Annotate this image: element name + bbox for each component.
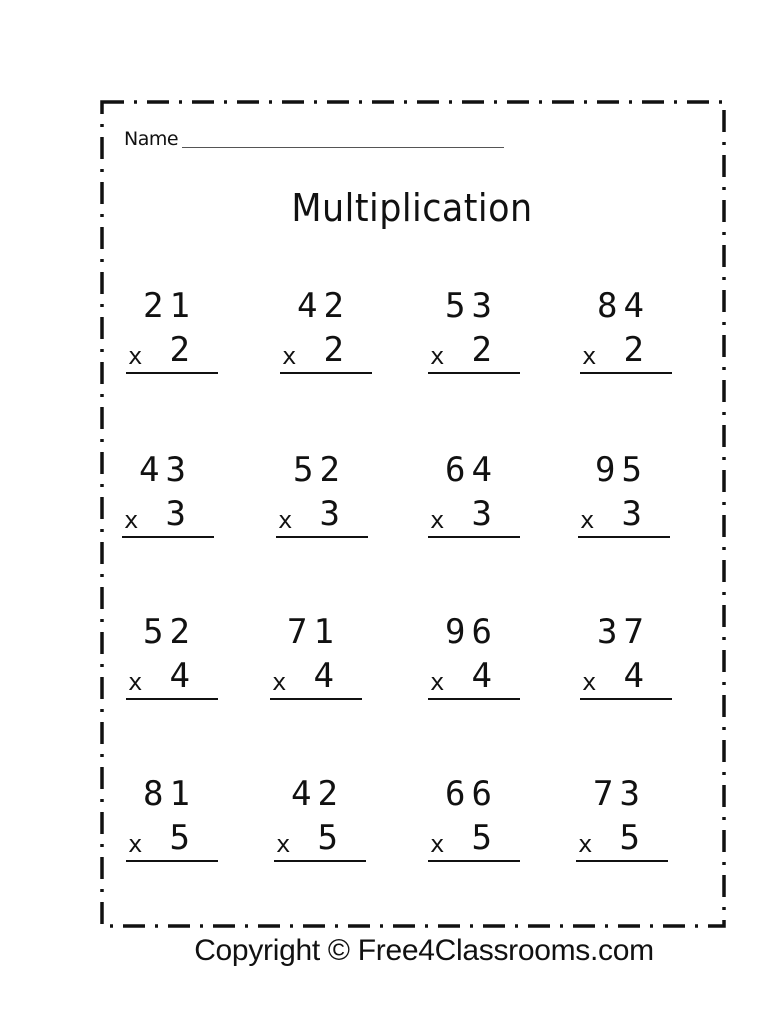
- answer-line: [428, 372, 520, 374]
- problem: [110, 450, 210, 550]
- answer-line: [126, 860, 218, 862]
- top-number: 52: [143, 612, 196, 652]
- times-sign: x: [128, 830, 143, 858]
- times-sign: x: [282, 342, 297, 370]
- times-sign: x: [128, 668, 143, 696]
- top-number: 73: [593, 774, 646, 814]
- problem: [416, 450, 516, 550]
- multiplier: 2: [323, 330, 344, 370]
- problem: [566, 450, 666, 550]
- times-sign: x: [430, 830, 445, 858]
- problem: [416, 286, 516, 386]
- times-sign: x: [430, 342, 445, 370]
- times-sign: x: [278, 506, 293, 534]
- times-sign: x: [580, 506, 595, 534]
- problem: [268, 286, 368, 386]
- times-sign: x: [578, 830, 593, 858]
- answer-line: [126, 372, 218, 374]
- multiplier: 4: [471, 656, 492, 696]
- answer-line: [276, 536, 368, 538]
- answer-line: [576, 860, 668, 862]
- problem: [564, 774, 664, 874]
- problem: [114, 286, 214, 386]
- answer-line: [580, 372, 672, 374]
- multiplier: 3: [319, 494, 340, 534]
- problem: [568, 286, 668, 386]
- worksheet-title: Multiplication: [291, 186, 533, 230]
- top-number: 71: [287, 612, 340, 652]
- multiplier: 3: [165, 494, 186, 534]
- problem: [258, 612, 358, 712]
- top-number: 66: [445, 774, 498, 814]
- answer-line: [122, 536, 214, 538]
- top-number: 21: [143, 286, 196, 326]
- answer-line: [270, 698, 362, 700]
- top-number: 52: [293, 450, 346, 490]
- problem: [262, 774, 362, 874]
- top-number: 37: [597, 612, 650, 652]
- multiplier: 2: [623, 330, 644, 370]
- multiplier: 2: [471, 330, 492, 370]
- top-number: 81: [143, 774, 196, 814]
- name-label: Name: [124, 128, 179, 150]
- answer-line: [428, 860, 520, 862]
- multiplier: 5: [169, 818, 190, 858]
- answer-line: [274, 860, 366, 862]
- problem: [416, 774, 516, 874]
- multiplier: 4: [313, 656, 334, 696]
- times-sign: x: [582, 342, 597, 370]
- top-number: 84: [597, 286, 650, 326]
- problem: [568, 612, 668, 712]
- answer-line: [428, 536, 520, 538]
- multiplier: 5: [317, 818, 338, 858]
- copyright-footer: Copyright © Free4Classrooms.com: [194, 934, 654, 967]
- answer-line: [126, 698, 218, 700]
- answer-line: [280, 372, 372, 374]
- answer-line: [580, 698, 672, 700]
- times-sign: x: [128, 342, 143, 370]
- times-sign: x: [430, 668, 445, 696]
- top-number: 64: [445, 450, 498, 490]
- problem: [416, 612, 516, 712]
- top-number: 53: [445, 286, 498, 326]
- times-sign: x: [272, 668, 287, 696]
- multiplier: 4: [623, 656, 644, 696]
- times-sign: x: [582, 668, 597, 696]
- top-number: 42: [291, 774, 344, 814]
- times-sign: x: [276, 830, 291, 858]
- multiplier: 3: [471, 494, 492, 534]
- multiplier: 5: [619, 818, 640, 858]
- answer-line: [578, 536, 670, 538]
- top-number: 95: [595, 450, 648, 490]
- answer-line: [428, 698, 520, 700]
- multiplier: 4: [169, 656, 190, 696]
- top-number: 96: [445, 612, 498, 652]
- multiplier: 2: [169, 330, 190, 370]
- top-number: 43: [139, 450, 192, 490]
- name-field[interactable]: [124, 128, 504, 150]
- multiplier: 5: [471, 818, 492, 858]
- problem: [114, 774, 214, 874]
- name-blank-line[interactable]: [182, 146, 504, 148]
- times-sign: x: [430, 506, 445, 534]
- times-sign: x: [124, 506, 139, 534]
- problem: [114, 612, 214, 712]
- problem: [264, 450, 364, 550]
- top-number: 42: [297, 286, 350, 326]
- multiplier: 3: [621, 494, 642, 534]
